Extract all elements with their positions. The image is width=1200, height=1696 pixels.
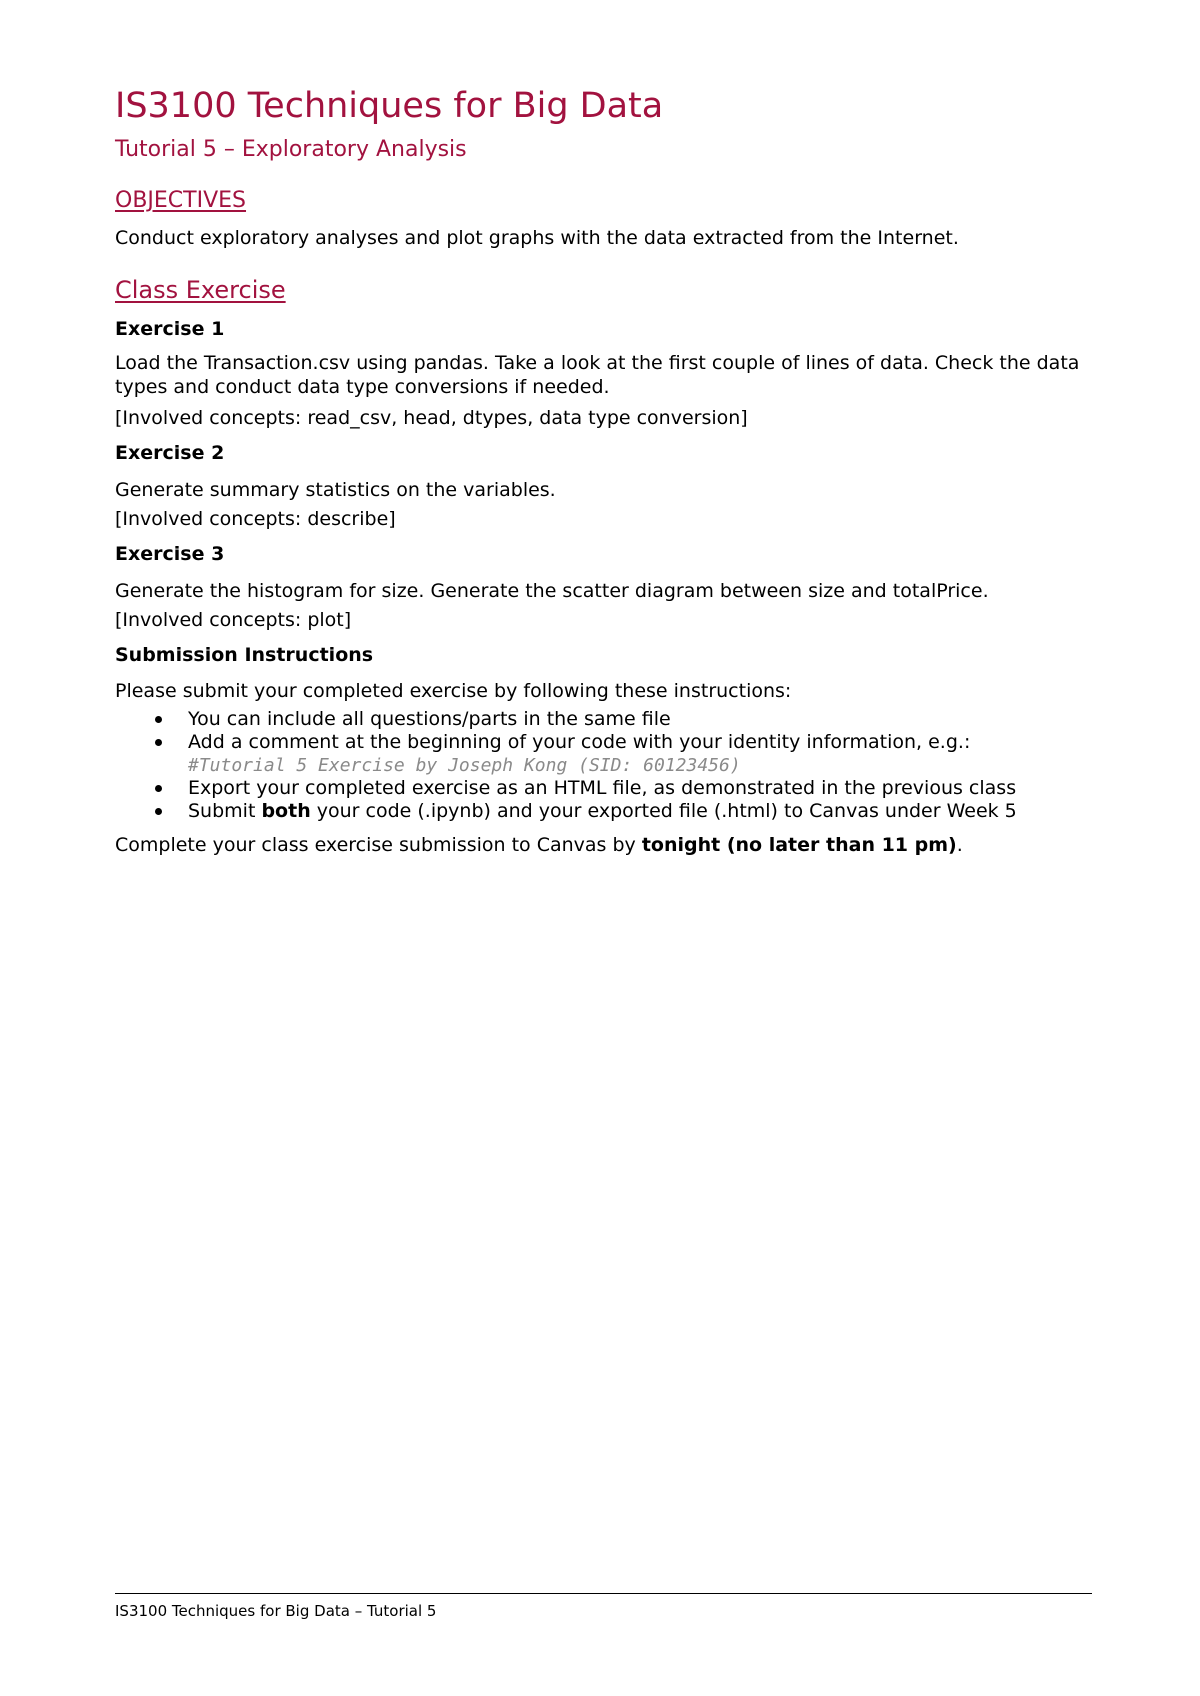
list-item <box>115 708 1115 731</box>
class-exercise-heading: Class Exercise <box>115 276 286 304</box>
exercise-3-title: Exercise 3 <box>115 543 225 565</box>
exercise-2-text: Generate summary statistics on the variables. <box>115 479 556 501</box>
bullet-text: You can include all questions/parts in the same file <box>188 708 671 730</box>
final-instruction-deadline: tonight (no later than 11 pm) <box>641 834 957 856</box>
exercise-3-concepts: [Involved concepts: plot] <box>115 609 352 631</box>
submission-heading: Submission Instructions <box>115 644 374 666</box>
bullet-icon <box>155 785 162 792</box>
list-item <box>115 777 1115 800</box>
document-title: IS3100 Techniques for Big Data <box>115 86 664 126</box>
final-instruction-post: . <box>956 834 963 856</box>
bullet-text-post: your code (.ipynb) and your exported file (.html) to Canvas under Week 5 <box>310 800 1017 822</box>
bullet-text-pre: Submit <box>188 800 262 822</box>
bullet-icon <box>155 739 162 746</box>
bullet-text: Export your completed exercise as an HTML file, as demonstrated in the previous class <box>188 777 1017 799</box>
objectives-heading: OBJECTIVES <box>115 188 247 213</box>
objectives-text: Conduct exploratory analyses and plot graphs with the data extracted from the Internet. <box>115 227 959 249</box>
list-item <box>115 800 1115 823</box>
bullet-text-bold: both <box>261 800 311 822</box>
page-footer: IS3100 Techniques for Big Data – Tutorial 5 <box>115 1602 437 1620</box>
final-instruction <box>115 833 1095 857</box>
list-item <box>115 731 1115 777</box>
exercise-1-concepts: [Involved concepts: read_csv, head, dtypes, data type conversion] <box>115 407 748 429</box>
code-comment-example: #Tutorial 5 Exercise by Joseph Kong (SID: 60123456) <box>188 755 741 776</box>
exercise-1-text: Load the Transaction.csv using pandas. Take a look at the first couple of lines of data. Check the data types and conduct data type conversions if needed. <box>115 352 1080 398</box>
exercise-2-title: Exercise 2 <box>115 442 225 464</box>
exercise-1-title: Exercise 1 <box>115 318 225 340</box>
exercise-3-text: Generate the histogram for size. Generate the scatter diagram between size and totalPrice. <box>115 580 989 602</box>
bullet-text: Add a comment at the beginning of your code with your identity information, e.g.: <box>188 731 971 753</box>
bullet-icon <box>155 716 162 723</box>
bullet-icon <box>155 808 162 815</box>
exercise-2-concepts: [Involved concepts: describe] <box>115 508 396 530</box>
document-subtitle: Tutorial 5 – Exploratory Analysis <box>115 137 467 162</box>
submission-intro: Please submit your completed exercise by following these instructions: <box>115 680 792 702</box>
final-instruction-pre: Complete your class exercise submission to Canvas by <box>115 834 642 856</box>
footer-divider <box>115 1593 1092 1594</box>
submission-instructions-list <box>115 708 1115 823</box>
